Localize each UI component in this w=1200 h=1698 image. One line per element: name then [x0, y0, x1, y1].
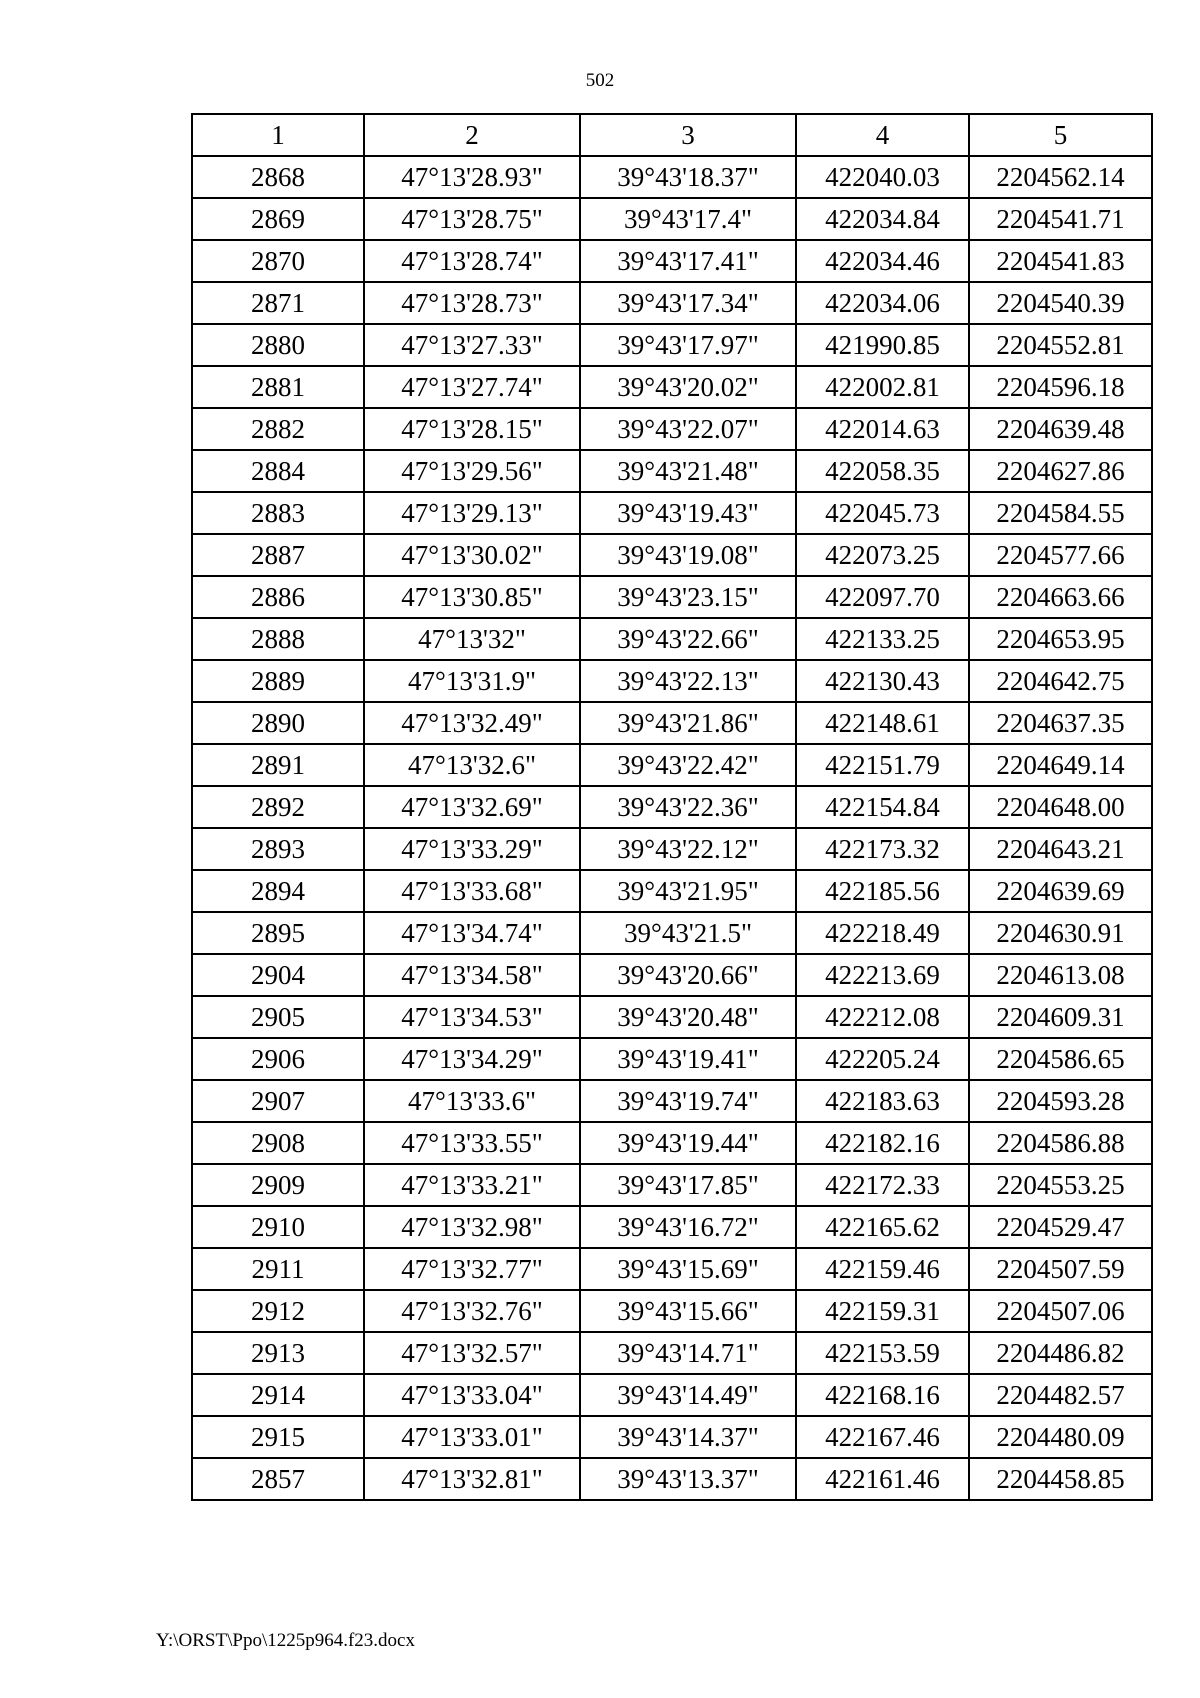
x-coordinate-cell: 422182.16: [796, 1122, 969, 1164]
page-number: 502: [585, 70, 615, 91]
latitude-cell: 47°13'30.02": [364, 534, 580, 576]
x-coordinate-cell: 421990.85: [796, 324, 969, 366]
longitude-cell: 39°43'17.4": [580, 198, 796, 240]
point-number-cell: 2915: [192, 1416, 364, 1458]
table-row: [192, 870, 1152, 912]
x-coordinate-cell: 422154.84: [796, 786, 969, 828]
table-row: [192, 324, 1152, 366]
longitude-cell: 39°43'19.44": [580, 1122, 796, 1164]
latitude-cell: 47°13'28.73": [364, 282, 580, 324]
latitude-cell: 47°13'32.98": [364, 1206, 580, 1248]
latitude-cell: 47°13'30.85": [364, 576, 580, 618]
point-number-cell: 2909: [192, 1164, 364, 1206]
table-row: [192, 240, 1152, 282]
x-coordinate-cell: 422218.49: [796, 912, 969, 954]
y-coordinate-cell: 2204609.31: [969, 996, 1152, 1038]
table-row: [192, 618, 1152, 660]
y-coordinate-cell: 2204613.08: [969, 954, 1152, 996]
point-number-cell: 2914: [192, 1374, 364, 1416]
point-number-cell: 2889: [192, 660, 364, 702]
table-row: [192, 1164, 1152, 1206]
y-coordinate-cell: 2204480.09: [969, 1416, 1152, 1458]
point-number-cell: 2904: [192, 954, 364, 996]
point-number-cell: 2884: [192, 450, 364, 492]
x-coordinate-cell: 422130.43: [796, 660, 969, 702]
latitude-cell: 47°13'34.29": [364, 1038, 580, 1080]
latitude-cell: 47°13'32.6": [364, 744, 580, 786]
y-coordinate-cell: 2204577.66: [969, 534, 1152, 576]
y-coordinate-cell: 2204653.95: [969, 618, 1152, 660]
y-coordinate-cell: 2204507.59: [969, 1248, 1152, 1290]
latitude-cell: 47°13'33.21": [364, 1164, 580, 1206]
y-coordinate-cell: 2204663.66: [969, 576, 1152, 618]
point-number-cell: 2907: [192, 1080, 364, 1122]
longitude-cell: 39°43'18.37": [580, 156, 796, 198]
point-number-cell: 2880: [192, 324, 364, 366]
table-header-row: [192, 114, 1152, 156]
longitude-cell: 39°43'22.12": [580, 828, 796, 870]
latitude-cell: 47°13'33.6": [364, 1080, 580, 1122]
latitude-cell: 47°13'28.15": [364, 408, 580, 450]
table-row: [192, 576, 1152, 618]
table-row: [192, 450, 1152, 492]
x-coordinate-cell: 422002.81: [796, 366, 969, 408]
table-row: [192, 534, 1152, 576]
table-row: [192, 1416, 1152, 1458]
x-coordinate-cell: 422167.46: [796, 1416, 969, 1458]
table-row: [192, 744, 1152, 786]
point-number-cell: 2894: [192, 870, 364, 912]
longitude-cell: 39°43'15.66": [580, 1290, 796, 1332]
x-coordinate-cell: 422058.35: [796, 450, 969, 492]
longitude-cell: 39°43'16.72": [580, 1206, 796, 1248]
table-row: [192, 660, 1152, 702]
latitude-cell: 47°13'33.29": [364, 828, 580, 870]
y-coordinate-cell: 2204596.18: [969, 366, 1152, 408]
y-coordinate-cell: 2204541.83: [969, 240, 1152, 282]
point-number-cell: 2869: [192, 198, 364, 240]
y-coordinate-cell: 2204562.14: [969, 156, 1152, 198]
longitude-cell: 39°43'20.48": [580, 996, 796, 1038]
x-coordinate-cell: 422161.46: [796, 1458, 969, 1500]
longitude-cell: 39°43'17.41": [580, 240, 796, 282]
table-row: [192, 1248, 1152, 1290]
latitude-cell: 47°13'32.69": [364, 786, 580, 828]
latitude-cell: 47°13'32.57": [364, 1332, 580, 1374]
y-coordinate-cell: 2204507.06: [969, 1290, 1152, 1332]
table-row: [192, 954, 1152, 996]
latitude-cell: 47°13'33.01": [364, 1416, 580, 1458]
longitude-cell: 39°43'17.85": [580, 1164, 796, 1206]
longitude-cell: 39°43'22.36": [580, 786, 796, 828]
x-coordinate-cell: 422212.08: [796, 996, 969, 1038]
point-number-cell: 2906: [192, 1038, 364, 1080]
y-coordinate-cell: 2204584.55: [969, 492, 1152, 534]
x-coordinate-cell: 422034.84: [796, 198, 969, 240]
longitude-cell: 39°43'20.66": [580, 954, 796, 996]
latitude-cell: 47°13'31.9": [364, 660, 580, 702]
point-number-cell: 2908: [192, 1122, 364, 1164]
x-coordinate-cell: 422185.56: [796, 870, 969, 912]
longitude-cell: 39°43'15.69": [580, 1248, 796, 1290]
header-cell-1: 1: [192, 114, 364, 156]
table-row: [192, 1332, 1152, 1374]
y-coordinate-cell: 2204643.21: [969, 828, 1152, 870]
longitude-cell: 39°43'17.34": [580, 282, 796, 324]
y-coordinate-cell: 2204639.69: [969, 870, 1152, 912]
x-coordinate-cell: 422172.33: [796, 1164, 969, 1206]
longitude-cell: 39°43'21.86": [580, 702, 796, 744]
point-number-cell: 2888: [192, 618, 364, 660]
point-number-cell: 2911: [192, 1248, 364, 1290]
latitude-cell: 47°13'32.49": [364, 702, 580, 744]
x-coordinate-cell: 422173.32: [796, 828, 969, 870]
x-coordinate-cell: 422040.03: [796, 156, 969, 198]
y-coordinate-cell: 2204637.35: [969, 702, 1152, 744]
point-number-cell: 2892: [192, 786, 364, 828]
table-row: [192, 1038, 1152, 1080]
table-row: [192, 996, 1152, 1038]
y-coordinate-cell: 2204649.14: [969, 744, 1152, 786]
longitude-cell: 39°43'14.71": [580, 1332, 796, 1374]
table-row: [192, 1458, 1152, 1500]
point-number-cell: 2905: [192, 996, 364, 1038]
y-coordinate-cell: 2204553.25: [969, 1164, 1152, 1206]
latitude-cell: 47°13'32.76": [364, 1290, 580, 1332]
table-row: [192, 282, 1152, 324]
latitude-cell: 47°13'29.56": [364, 450, 580, 492]
point-number-cell: 2870: [192, 240, 364, 282]
longitude-cell: 39°43'19.41": [580, 1038, 796, 1080]
latitude-cell: 47°13'34.53": [364, 996, 580, 1038]
point-number-cell: 2887: [192, 534, 364, 576]
point-number-cell: 2881: [192, 366, 364, 408]
y-coordinate-cell: 2204540.39: [969, 282, 1152, 324]
latitude-cell: 47°13'33.04": [364, 1374, 580, 1416]
x-coordinate-cell: 422133.25: [796, 618, 969, 660]
longitude-cell: 39°43'14.37": [580, 1416, 796, 1458]
point-number-cell: 2857: [192, 1458, 364, 1500]
x-coordinate-cell: 422034.06: [796, 282, 969, 324]
table-row: [192, 702, 1152, 744]
x-coordinate-cell: 422034.46: [796, 240, 969, 282]
latitude-cell: 47°13'32.77": [364, 1248, 580, 1290]
table-body: [192, 114, 1152, 1500]
point-number-cell: 2890: [192, 702, 364, 744]
longitude-cell: 39°43'21.5": [580, 912, 796, 954]
table-row: [192, 912, 1152, 954]
longitude-cell: 39°43'17.97": [580, 324, 796, 366]
longitude-cell: 39°43'14.49": [580, 1374, 796, 1416]
longitude-cell: 39°43'19.08": [580, 534, 796, 576]
x-coordinate-cell: 422073.25: [796, 534, 969, 576]
longitude-cell: 39°43'22.13": [580, 660, 796, 702]
table-row: [192, 1122, 1152, 1164]
longitude-cell: 39°43'23.15": [580, 576, 796, 618]
point-number-cell: 2868: [192, 156, 364, 198]
table-row: [192, 156, 1152, 198]
x-coordinate-cell: 422213.69: [796, 954, 969, 996]
longitude-cell: 39°43'19.74": [580, 1080, 796, 1122]
footer-file-path: Y:\ORST\Ppo\1225p964.f23.docx: [156, 1630, 415, 1651]
longitude-cell: 39°43'22.42": [580, 744, 796, 786]
point-number-cell: 2886: [192, 576, 364, 618]
longitude-cell: 39°43'21.95": [580, 870, 796, 912]
y-coordinate-cell: 2204541.71: [969, 198, 1152, 240]
x-coordinate-cell: 422153.59: [796, 1332, 969, 1374]
longitude-cell: 39°43'19.43": [580, 492, 796, 534]
x-coordinate-cell: 422168.16: [796, 1374, 969, 1416]
latitude-cell: 47°13'34.74": [364, 912, 580, 954]
table-row: [192, 828, 1152, 870]
y-coordinate-cell: 2204586.65: [969, 1038, 1152, 1080]
y-coordinate-cell: 2204627.86: [969, 450, 1152, 492]
latitude-cell: 47°13'34.58": [364, 954, 580, 996]
x-coordinate-cell: 422045.73: [796, 492, 969, 534]
point-number-cell: 2871: [192, 282, 364, 324]
longitude-cell: 39°43'13.37": [580, 1458, 796, 1500]
table-row: [192, 492, 1152, 534]
table-row: [192, 1206, 1152, 1248]
table-row: [192, 198, 1152, 240]
longitude-cell: 39°43'20.02": [580, 366, 796, 408]
latitude-cell: 47°13'28.75": [364, 198, 580, 240]
y-coordinate-cell: 2204593.28: [969, 1080, 1152, 1122]
x-coordinate-cell: 422159.46: [796, 1248, 969, 1290]
table-row: [192, 408, 1152, 450]
point-number-cell: 2910: [192, 1206, 364, 1248]
y-coordinate-cell: 2204458.85: [969, 1458, 1152, 1500]
header-cell-4: 4: [796, 114, 969, 156]
y-coordinate-cell: 2204486.82: [969, 1332, 1152, 1374]
x-coordinate-cell: 422159.31: [796, 1290, 969, 1332]
coordinates-table: [191, 113, 1153, 1501]
header-cell-3: 3: [580, 114, 796, 156]
longitude-cell: 39°43'21.48": [580, 450, 796, 492]
latitude-cell: 47°13'28.93": [364, 156, 580, 198]
point-number-cell: 2883: [192, 492, 364, 534]
longitude-cell: 39°43'22.07": [580, 408, 796, 450]
y-coordinate-cell: 2204529.47: [969, 1206, 1152, 1248]
latitude-cell: 47°13'32": [364, 618, 580, 660]
latitude-cell: 47°13'27.33": [364, 324, 580, 366]
x-coordinate-cell: 422097.70: [796, 576, 969, 618]
y-coordinate-cell: 2204586.88: [969, 1122, 1152, 1164]
latitude-cell: 47°13'33.68": [364, 870, 580, 912]
table-row: [192, 366, 1152, 408]
y-coordinate-cell: 2204630.91: [969, 912, 1152, 954]
y-coordinate-cell: 2204552.81: [969, 324, 1152, 366]
point-number-cell: 2882: [192, 408, 364, 450]
point-number-cell: 2893: [192, 828, 364, 870]
y-coordinate-cell: 2204648.00: [969, 786, 1152, 828]
x-coordinate-cell: 422148.61: [796, 702, 969, 744]
latitude-cell: 47°13'33.55": [364, 1122, 580, 1164]
x-coordinate-cell: 422205.24: [796, 1038, 969, 1080]
table-row: [192, 1374, 1152, 1416]
table-row: [192, 786, 1152, 828]
y-coordinate-cell: 2204642.75: [969, 660, 1152, 702]
y-coordinate-cell: 2204482.57: [969, 1374, 1152, 1416]
point-number-cell: 2891: [192, 744, 364, 786]
point-number-cell: 2912: [192, 1290, 364, 1332]
table-row: [192, 1290, 1152, 1332]
point-number-cell: 2913: [192, 1332, 364, 1374]
x-coordinate-cell: 422151.79: [796, 744, 969, 786]
x-coordinate-cell: 422183.63: [796, 1080, 969, 1122]
header-cell-2: 2: [364, 114, 580, 156]
x-coordinate-cell: 422165.62: [796, 1206, 969, 1248]
latitude-cell: 47°13'27.74": [364, 366, 580, 408]
latitude-cell: 47°13'29.13": [364, 492, 580, 534]
longitude-cell: 39°43'22.66": [580, 618, 796, 660]
x-coordinate-cell: 422014.63: [796, 408, 969, 450]
table-row: [192, 1080, 1152, 1122]
latitude-cell: 47°13'28.74": [364, 240, 580, 282]
point-number-cell: 2895: [192, 912, 364, 954]
header-cell-5: 5: [969, 114, 1152, 156]
y-coordinate-cell: 2204639.48: [969, 408, 1152, 450]
latitude-cell: 47°13'32.81": [364, 1458, 580, 1500]
